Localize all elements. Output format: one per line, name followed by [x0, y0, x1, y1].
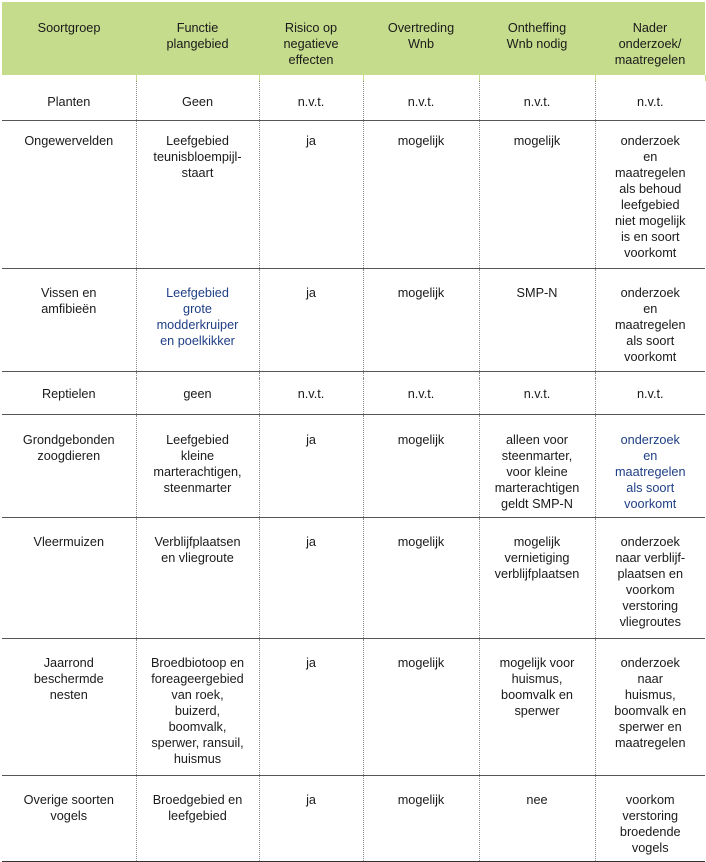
- cell-ontheffing: n.v.t.: [479, 378, 595, 415]
- cell-soortgroep: Jaarrond beschermde nesten: [2, 639, 136, 776]
- cell-ontheffing: alleen voor steenmarter, voor kleine marterachtigen geldt SMP-N: [479, 415, 595, 518]
- cell-ontheffing: mogelijk voor huismus, boomvalk en sperwer: [479, 639, 595, 776]
- table-row: [2, 415, 705, 518]
- cell-overtreding: mogelijk: [363, 415, 479, 518]
- cell-risico: n.v.t.: [259, 81, 363, 120]
- cell-maatregelen: n.v.t.: [595, 81, 705, 120]
- cell-soortgroep: Planten: [2, 81, 136, 120]
- cell-maatregelen: voorkom verstoring broedende vogels: [595, 776, 705, 862]
- cell-maatregelen: onderzoek naar verblijf- plaatsen en voorkom verstoring vliegroutes: [595, 518, 705, 639]
- cell-overtreding: n.v.t.: [363, 378, 479, 415]
- cell-soortgroep: Vissen en amfibieën: [2, 268, 136, 371]
- table-row: [2, 378, 705, 415]
- cell-soortgroep: Ongewervelden: [2, 120, 136, 268]
- cell-ontheffing: n.v.t.: [479, 81, 595, 120]
- cell-ontheffing: SMP-N: [479, 268, 595, 371]
- column-header-maatregelen: Nader onderzoek/ maatregelen: [595, 2, 705, 75]
- cell-functie: Verblijfplaatsen en vliegroute: [136, 518, 259, 639]
- cell-functie: Geen: [136, 81, 259, 120]
- cell-functie: Broedgebied en leefgebied: [136, 776, 259, 862]
- cell-risico: ja: [259, 518, 363, 639]
- cell-overtreding: mogelijk: [363, 776, 479, 862]
- cell-maatregelen: onderzoek en maatregelen als behoud leefgebied niet mogelijk is en soort voorkomt: [595, 120, 705, 268]
- table-row: [2, 776, 705, 862]
- table-row: [2, 120, 705, 268]
- column-header-functie: Functie plangebied: [136, 2, 259, 75]
- cell-risico: ja: [259, 776, 363, 862]
- column-header-soortgroep: Soortgroep: [2, 2, 136, 75]
- cell-ontheffing: mogelijk: [479, 120, 595, 268]
- cell-risico: ja: [259, 120, 363, 268]
- column-header-risico: Risico op negatieve effecten: [259, 2, 363, 75]
- table-row: [2, 518, 705, 639]
- cell-functie: Leefgebied grote modderkruiper en poelkikker: [136, 268, 259, 371]
- column-header-ontheffing: Ontheffing Wnb nodig: [479, 2, 595, 75]
- cell-soortgroep: Reptielen: [2, 378, 136, 415]
- cell-overtreding: mogelijk: [363, 639, 479, 776]
- cell-overtreding: mogelijk: [363, 268, 479, 371]
- cell-maatregelen: onderzoek en maatregelen als soort voorkomt: [595, 268, 705, 371]
- cell-soortgroep: Vleermuizen: [2, 518, 136, 639]
- cell-maatregelen: onderzoek en maatregelen als soort voorkomt: [595, 415, 705, 518]
- cell-risico: ja: [259, 268, 363, 371]
- cell-functie: geen: [136, 378, 259, 415]
- table-row: [2, 639, 705, 776]
- cell-soortgroep: Overige soorten vogels: [2, 776, 136, 862]
- species-table: [2, 2, 706, 862]
- cell-maatregelen: onderzoek naar huismus, boomvalk en sperwer en maatregelen: [595, 639, 705, 776]
- cell-ontheffing: nee: [479, 776, 595, 862]
- cell-risico: ja: [259, 415, 363, 518]
- cell-ontheffing: mogelijk vernietiging verblijfplaatsen: [479, 518, 595, 639]
- header-row: [2, 2, 705, 75]
- cell-overtreding: mogelijk: [363, 120, 479, 268]
- cell-soortgroep: Grondgebonden zoogdieren: [2, 415, 136, 518]
- table-row: [2, 81, 705, 120]
- column-header-overtreding: Overtreding Wnb: [363, 2, 479, 75]
- table-row: [2, 268, 705, 371]
- cell-overtreding: n.v.t.: [363, 81, 479, 120]
- cell-risico: n.v.t.: [259, 378, 363, 415]
- cell-risico: ja: [259, 639, 363, 776]
- cell-functie: Broedbiotoop en foreageergebied van roek, buizerd, boomvalk, sperwer, ransuil, huismus: [136, 639, 259, 776]
- cell-functie: Leefgebied teunisbloempijl- staart: [136, 120, 259, 268]
- cell-functie: Leefgebied kleine marterachtigen, steenmarter: [136, 415, 259, 518]
- cell-maatregelen: n.v.t.: [595, 378, 705, 415]
- cell-overtreding: mogelijk: [363, 518, 479, 639]
